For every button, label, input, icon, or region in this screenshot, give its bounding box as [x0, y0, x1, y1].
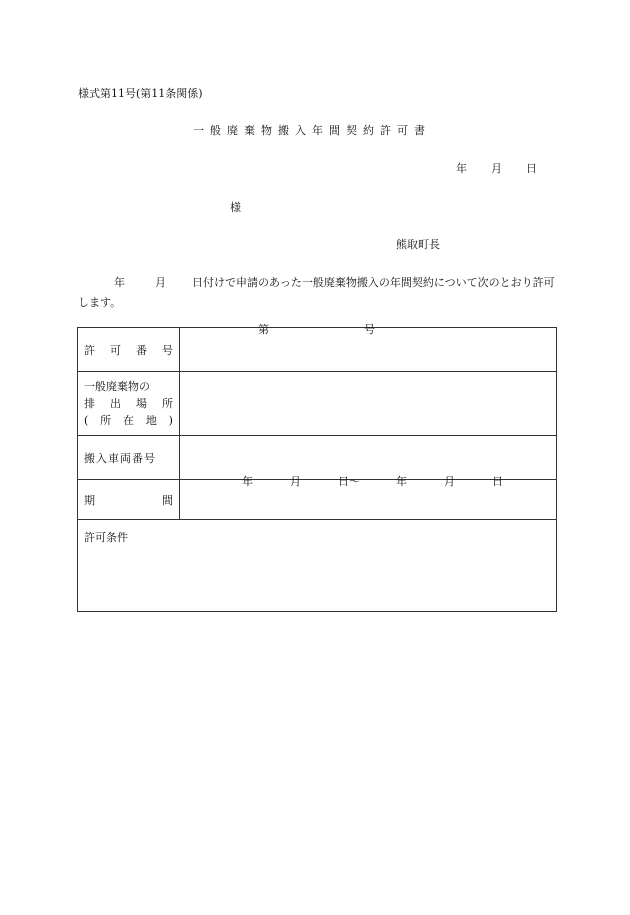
body-paragraph: [78, 273, 558, 313]
conditions-label: 許可条件: [84, 531, 128, 544]
period-row: [78, 480, 557, 520]
discharge-location-value[interactable]: [180, 372, 557, 436]
conditions-cell[interactable]: [78, 520, 557, 612]
period-label: 期 間: [78, 480, 180, 520]
period-start-day: 日〜: [338, 475, 360, 488]
period-start-month: 月: [290, 475, 301, 488]
body-year: 年: [114, 276, 125, 289]
issuer-name: 熊取町長: [396, 238, 440, 251]
issue-date: [456, 160, 537, 176]
period-end-day: 日: [492, 475, 503, 488]
conditions-row: [78, 520, 557, 612]
vehicle-number-label: 搬入車両番号: [78, 436, 180, 480]
permit-number-prefix: 第: [258, 323, 269, 336]
period-end-year: 年: [396, 475, 407, 488]
body-month: 月: [155, 276, 166, 289]
permit-table: [77, 323, 557, 612]
date-year: 年: [456, 162, 467, 175]
permit-number-suffix: 号: [364, 323, 375, 336]
permit-number-label: 許 可 番 号: [78, 328, 180, 372]
period-value[interactable]: [180, 475, 557, 520]
document-title: 一般廃棄物搬入年間契約許可書: [193, 124, 431, 137]
form-number: 様式第11号(第11条関係): [78, 87, 203, 100]
date-month: 月: [491, 162, 502, 175]
vehicle-number-row: [78, 436, 557, 480]
discharge-location-label: 一般廃棄物の 排 出 場 所 ( 所 在 地 ): [78, 372, 180, 436]
permit-number-value[interactable]: [180, 323, 557, 372]
period-end-month: 月: [444, 475, 455, 488]
permit-number-row: [78, 328, 557, 372]
period-start-year: 年: [242, 475, 253, 488]
date-day: 日: [526, 162, 537, 175]
addressee-suffix: 様: [230, 201, 241, 214]
discharge-location-row: [78, 372, 557, 436]
body-text: 日付けで申請のあった一般廃棄物搬入の年間契約について次のとおり許可します。: [78, 276, 555, 309]
